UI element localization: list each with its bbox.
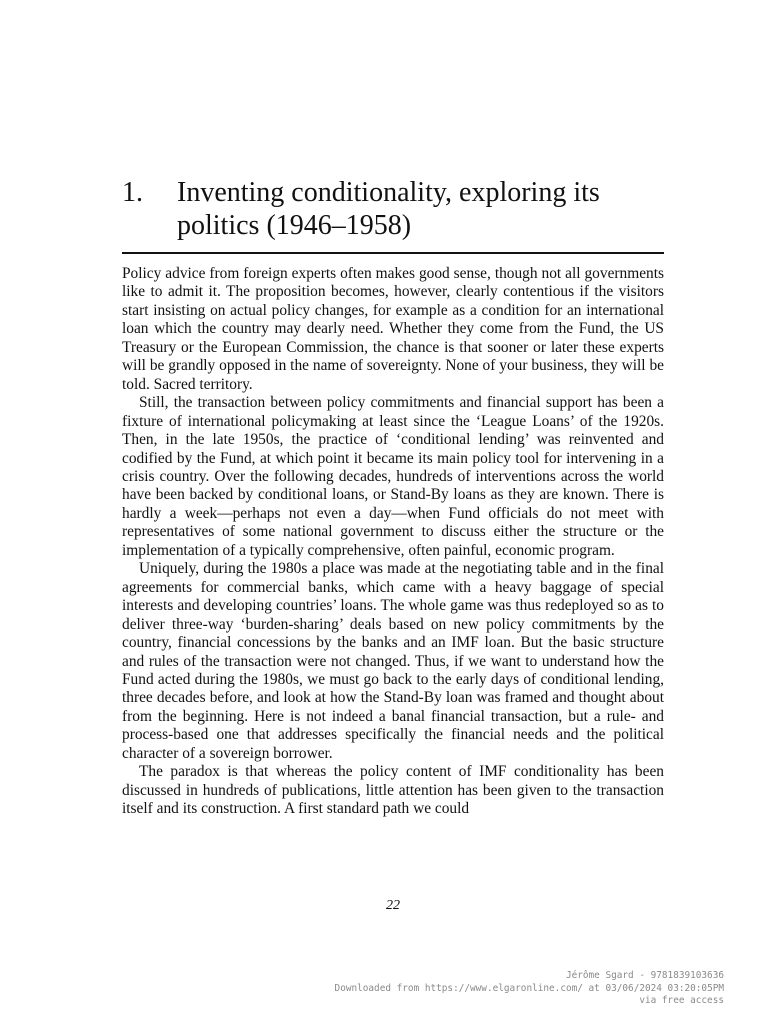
footer-access-note: via free access [639,995,724,1006]
page-number: 22 [386,898,400,913]
paragraph: Still, the transaction between policy commitments and financial support has been a fixture of international policymaking at least since the ‘League Loans’ of the 1920s. Then, in the late 1950s, the practice of ‘conditional lending’ was reinvented and codified by the Fund, at which point it became its main policy tool for intervening in a crisis country. Over the following decades, hundreds of interventions across the world have been backed by conditional loans, or Stand-By loans as they are known. There is hardly a week—perhaps not even a day—when Fund officials do not meet with representatives of some national government to discuss either the structure or the implementation of a typically comprehensive, often painful, economic program. [122,394,664,559]
body-text [122,265,664,819]
paragraph: The paradox is that whereas the policy content of IMF conditionality has been discussed in hundreds of publications, little attention has been given to the transaction itself and its construction. A first standard path we could [122,763,664,818]
paragraph: Uniquely, during the 1980s a place was made at the negotiating table and in the final agreements for commercial banks, which came with a heavy baggage of special interests and developing countries’ loans. The whole game was thus redeployed so as to deliver three-way ‘burden-sharing’ deals based on new policy commitments by the country, financial concessions by the banks and an IMF loan. But the basic structure and rules of the transaction were not changed. Thus, if we want to understand how the Fund acted during the 1980s, we must go back to the early days of conditional lending, three decades before, and look at how the Stand-By loan was framed and thought about from the beginning. Here is not indeed a banal financial transaction, but a rule- and process-based one that addresses specifically the financial needs and the political character of a sovereign borrower. [122,560,664,762]
paragraph: Policy advice from foreign experts often makes good sense, though not all governments like to admit it. The proposition becomes, however, clearly contentious if the visitors start insisting on actual policy changes, for example as a condition for an international loan which the country may dearly need. Whether they come from the Fund, the US Treasury or the European Commission, the chance is that sooner or later these experts will be grandly opposed in the name of sovereignty. None of your business, they will be told. Sacred territory. [122,265,664,393]
chapter-heading [122,176,664,242]
download-footer [335,970,724,1008]
chapter-number: 1. [122,177,143,208]
footer-download-info: Downloaded from https://www.elgaronline.com/ at 03/06/2024 03:20:05PM [334,982,724,994]
heading-rule [122,252,664,254]
footer-author-isbn: Jérôme Sgard - 9781839103636 [565,970,724,981]
chapter-title: Inventing conditionality, exploring its politics (1946–1958) [177,177,600,241]
